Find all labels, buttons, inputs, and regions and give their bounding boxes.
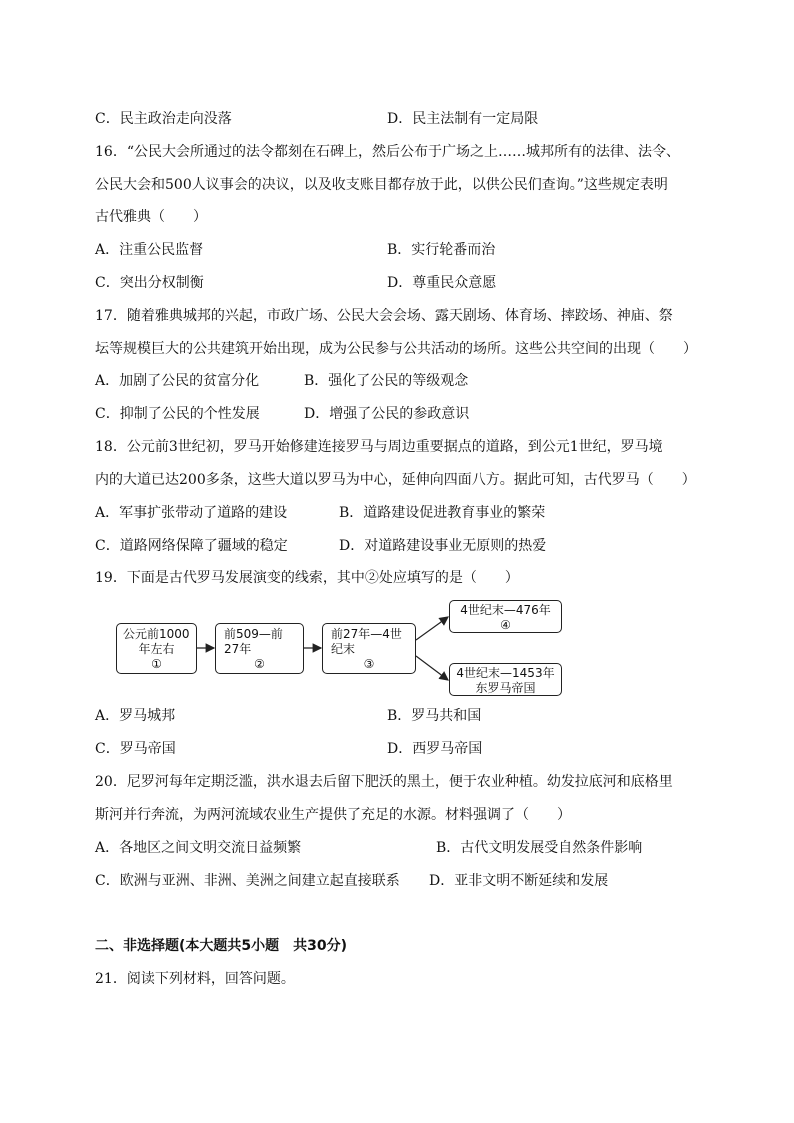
q16-option-b: B．实行轮番而治 (387, 242, 496, 258)
timeline-box-1 (116, 623, 197, 674)
q17-option-d: D．增强了公民的参政意识 (304, 406, 470, 422)
q16-option-d: D．尊重民众意愿 (387, 275, 497, 291)
q20-stem-line-2: 斯河并行奔流，为两河流域农业生产提供了充足的水源。材料强调了（ ） (95, 807, 571, 823)
box-5-date: 4世纪末—1453年 (456, 666, 555, 680)
q18-option-d: D．对道路建设事业无原则的热爱 (339, 538, 547, 554)
box-2-date-line-1: 前509—前 (224, 627, 283, 641)
box-3-date-line-2: 纪末 (331, 642, 356, 656)
q20-option-b: B．古代文明发展受自然条件影响 (436, 840, 643, 856)
q21-stem: 21．阅读下列材料，回答问题。 (95, 971, 295, 987)
section-2-heading: 二、非选择题(本大题共5小题 共30分) (95, 938, 348, 954)
timeline-box-4 (449, 600, 562, 633)
q18-stem-line-2: 内的大道已达200多条，这些大道以罗马为中心，延伸向四面八方。据此可知，古代罗马（ ） (95, 472, 696, 488)
q19-option-b: B．罗马共和国 (387, 708, 482, 724)
q17-stem-line-2: 坛等规模巨大的公共建筑开始出现，成为公民参与公共活动的场所。这些公共空间的出现（ ） (95, 341, 697, 357)
q18-stem-line-1: 18．公元前3世纪初，罗马开始修建连接罗马与周边重要据点的道路，到公元1世纪，罗马境 (95, 439, 663, 455)
arrow-3-4 (416, 617, 448, 640)
q19-stem: 19．下面是古代罗马发展演变的线索，其中②处应填写的是（ ） (95, 570, 519, 586)
q16-stem-line-1: 16．“公民大会所通过的法令都刻在石碑上，然后公布于广场之上……城邦所有的法律、法令、 (95, 144, 680, 160)
timeline-box-5 (449, 663, 562, 696)
q18-option-b: B．道路建设促进教育事业的繁荣 (339, 505, 546, 521)
q16-option-a: A．注重公民监督 (95, 242, 204, 258)
box-4-number: ④ (500, 618, 511, 632)
q20-stem-line-1: 20．尼罗河每年定期泛滥，洪水退去后留下肥沃的黑土，便于农业种植。幼发拉底河和底格里 (95, 774, 673, 790)
box-1-date-line-2: 年左右 (138, 642, 175, 656)
box-5-label: 东罗马帝国 (475, 681, 536, 695)
timeline-box-3 (322, 623, 416, 674)
arrow-3-5 (416, 656, 448, 680)
q17-stem-line-1: 17．随着雅典城邦的兴起，市政广场、公民大会会场、露天剧场、体育场、摔跤场、神庙、祭 (95, 308, 673, 324)
q19-option-d: D．西罗马帝国 (387, 741, 483, 757)
timeline-box-2 (215, 623, 304, 674)
q16-stem-line-2: 公民大会和500人议事会的决议，以及收支账目都存放于此，以供公民们查询。”这些规定表明 (95, 177, 668, 193)
box-4-date: 4世纪末—476年 (460, 603, 551, 617)
q20-option-d: D．亚非文明不断延续和发展 (429, 873, 609, 889)
q17-option-c: C．抑制了公民的个性发展 (95, 406, 260, 422)
box-3-date-line-1: 前27年—4世 (331, 627, 402, 641)
q20-option-c: C．欧洲与亚洲、非洲、美洲之间建立起直接联系 (95, 873, 400, 889)
q15-option-c: C．民主政治走向没落 (95, 111, 232, 127)
q18-option-a: A．军事扩张带动了道路的建设 (95, 505, 288, 521)
q19-option-c: C．罗马帝国 (95, 741, 176, 757)
box-1-number: ① (151, 657, 162, 671)
box-2-date-line-2: 27年 (224, 642, 252, 656)
q17-option-b: B．强化了公民的等级观念 (304, 373, 469, 389)
q15-option-d: D．民主法制有一定局限 (387, 111, 539, 127)
q20-option-a: A．各地区之间文明交流日益频繁 (95, 840, 302, 856)
box-2-number: ② (254, 657, 265, 671)
q18-option-c: C．道路网络保障了疆域的稳定 (95, 538, 288, 554)
q19-option-a: A．罗马城邦 (95, 708, 176, 724)
box-3-number: ③ (363, 657, 375, 671)
q16-option-c: C．突出分权制衡 (95, 275, 204, 291)
q17-option-a: A．加剧了公民的贫富分化 (95, 373, 260, 389)
box-1-date-line-1: 公元前1000 (123, 627, 190, 641)
q16-stem-line-3: 古代雅典（ ） (95, 209, 207, 225)
